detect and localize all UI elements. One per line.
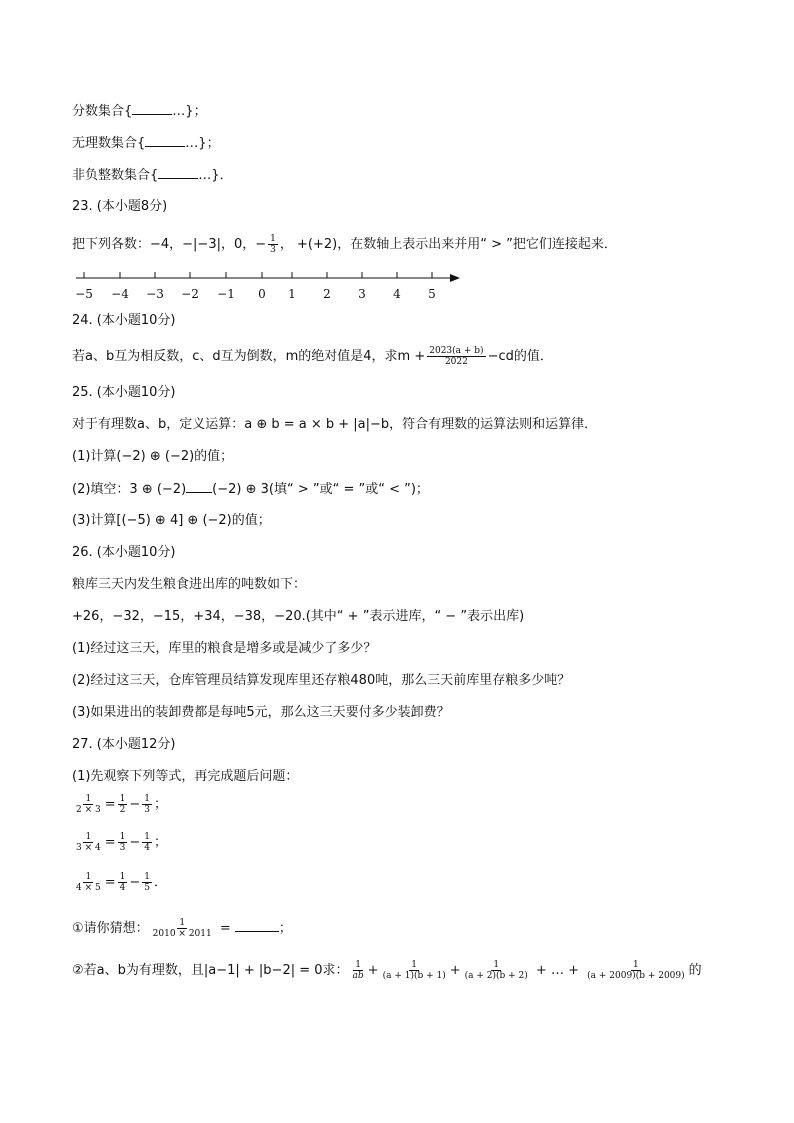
fraction — [142, 794, 152, 815]
q25-part1: (1)计算(−2) ⊕ (−2)的值； — [72, 449, 234, 464]
fraction — [118, 872, 128, 893]
punct: ； — [154, 797, 168, 812]
q26-heading: 26. (本小题10分) — [72, 545, 176, 560]
punct: ； — [206, 136, 220, 151]
q26-intro: 粮库三天内发生粮食进出库的吨数如下： — [72, 577, 307, 592]
numerator: 1 — [493, 960, 500, 970]
q27-question2: ②若a、b为有理数，且|a−1| + |b−2| = 0求： $\frac{1}{ab}$ + $\frac{1}{(a + 1)(b + 1)}$ + $\frac{1}{(a + 2)(b + 2)}$ + … + $\frac{1}{(a + 2009)(b + 2009)}$ 的 — [72, 960, 702, 981]
axis-tick-label: −5 — [75, 287, 93, 301]
q23-text: ， +(+2)，在数轴上表示出来并用“ > ”把它们连接起来． — [279, 237, 617, 252]
axis-tick-label: 1 — [288, 287, 296, 301]
fraction — [74, 832, 103, 853]
q27-text: 的 — [688, 963, 702, 978]
numerator: 1 — [119, 872, 126, 882]
q27-text: ②若a、b为有理数，且|a−1| + |b−2| = 0求： — [72, 963, 349, 978]
q27-text: ①请你猜想： — [72, 921, 149, 936]
axis-tick-label: −3 — [146, 287, 164, 301]
q26-part3: (3)如果进出的装卸费都是每吨5元，那么这三天要付多少装卸费？ — [72, 705, 450, 720]
denominator: (a + 1)(b + 1) — [382, 971, 446, 981]
punct: ； — [154, 835, 168, 850]
axis-tick-label: 4 — [393, 287, 401, 301]
q23-text: 把下列各数：−4，−|−3|，0，− — [72, 237, 267, 252]
denominator: 4 — [144, 843, 150, 853]
answer-blank[interactable] — [145, 134, 185, 147]
numerator: 1 — [119, 794, 126, 804]
fraction — [381, 960, 448, 981]
numerator: 1 — [144, 794, 150, 804]
numerator: 1 — [119, 832, 126, 842]
q25-text: (−2) ⊕ 3(填“ > ”或“ = ”或“ < ”)； — [212, 482, 429, 497]
denominator: 3 — [119, 843, 126, 853]
axis-tick-label: 5 — [428, 287, 436, 301]
punct: ； — [193, 104, 207, 119]
fraction — [463, 960, 530, 981]
denominator: 3 — [144, 805, 150, 815]
q25-part2 — [72, 480, 429, 499]
q25-text: (2)填空：3 ⊕ (−2) — [72, 482, 187, 497]
answer-blank[interactable] — [235, 919, 279, 932]
numerator: 1 — [144, 872, 150, 882]
fraction — [351, 960, 366, 981]
q23-heading: 23. (本小题8分) — [72, 199, 168, 214]
q26-part2: (2)经过这三天，仓库管理员结算发现库里还存粮480吨，那么三天前库里存粮多少吨？ — [72, 673, 571, 688]
punct: ． — [219, 168, 233, 183]
numerator: 1 — [411, 960, 418, 970]
numerator: 2023(a + b) — [429, 346, 484, 356]
denominator: 2 × 3 — [76, 805, 101, 815]
fraction — [268, 234, 278, 255]
numerator: 1 — [270, 234, 276, 244]
denominator: 2022 — [444, 357, 468, 367]
numerator: 1 — [144, 832, 150, 842]
denominator: 2010 × 2011 — [152, 929, 212, 939]
numerator: 1 — [179, 918, 186, 928]
axis-tick-label: −2 — [181, 287, 199, 301]
axis-tick-label: 2 — [323, 287, 331, 301]
ellipsis: + … + — [531, 963, 584, 978]
q26-part1: (1)经过这三天，库里的粮食是增多或是减少了多少？ — [72, 641, 377, 656]
fraction — [142, 872, 152, 893]
nonneg-int-set-line — [72, 166, 233, 185]
denominator: 3 — [270, 245, 276, 255]
denominator: 4 — [119, 883, 126, 893]
denominator: 2 — [119, 805, 126, 815]
fraction — [585, 960, 687, 981]
q27-heading: 27. (本小题12分) — [72, 737, 176, 752]
q27-eq-1: $\frac{1}{2 \times 3}$ = $\frac{1}{2}$ − $\frac{1}{3}$ ； — [76, 794, 168, 815]
q24-prompt — [72, 346, 553, 367]
axis-tick-label: 0 — [258, 287, 266, 301]
set-close: …} — [198, 168, 220, 183]
punct: ． — [154, 875, 168, 890]
equals: = — [215, 921, 235, 936]
axis-tick-label: −4 — [111, 287, 129, 301]
q24-heading: 24. (本小题10分) — [72, 313, 176, 328]
fraction — [142, 832, 152, 853]
fraction — [74, 872, 103, 893]
number-line-svg — [70, 266, 470, 306]
fraction — [118, 832, 128, 853]
irrational-set-line — [72, 134, 220, 153]
irrational-set-label: 无理数集合{ — [72, 136, 146, 151]
axis-tick-label: 3 — [358, 287, 366, 301]
fraction-set-line — [72, 102, 207, 121]
denominator: 3 × 4 — [76, 843, 101, 853]
denominator: 5 — [144, 883, 150, 893]
numerator: 1 — [85, 794, 92, 804]
denominator: 4 × 5 — [76, 883, 101, 893]
answer-blank[interactable] — [158, 166, 198, 179]
q27-part1: (1)先观察下列等式，再完成题后问题： — [72, 769, 299, 784]
arrow-icon — [450, 274, 460, 282]
fraction — [74, 794, 103, 815]
q24-text: −cd的值． — [487, 349, 553, 364]
q24-text: 若a、b互为相反数，c、d互为倒数，m的绝对值是4，求m + — [72, 349, 426, 364]
q25-intro: 对于有理数a、b，定义运算：a ⊕ b = a × b + |a|−b，符合有理数的运算法则和运算律． — [72, 417, 598, 432]
fraction — [151, 918, 214, 939]
nonneg-int-set-label: 非负整数集合{ — [72, 168, 159, 183]
numerator: 1 — [633, 960, 639, 970]
set-close: …} — [172, 104, 194, 119]
fraction — [427, 346, 485, 367]
answer-blank[interactable] — [186, 480, 212, 493]
q25-heading: 25. (本小题10分) — [72, 385, 176, 400]
numerator: 1 — [85, 832, 92, 842]
number-line — [70, 266, 470, 310]
denominator: ab — [352, 971, 364, 981]
fraction-set-label: 分数集合{ — [72, 104, 133, 119]
set-close: …} — [185, 136, 207, 151]
q27-eq-2: $\frac{1}{3 \times 4}$ = $\frac{1}{3}$ − $\frac{1}{4}$ ； — [76, 832, 168, 853]
punct: ； — [278, 921, 292, 936]
denominator: (a + 2009)(b + 2009) — [587, 971, 685, 981]
q26-data: +26，−32，−15，+34，−38，−20.(其中“ + ”表示进库，“ − ”表示出库) — [72, 609, 525, 624]
answer-blank[interactable] — [132, 102, 172, 115]
fraction — [118, 794, 128, 815]
numerator: 1 — [355, 960, 361, 970]
q25-part3: (3)计算[(−5) ⊕ 4] ⊕ (−2)的值； — [72, 513, 271, 528]
numerator: 1 — [85, 872, 92, 882]
q23-prompt — [72, 234, 617, 255]
axis-tick-label: −1 — [217, 287, 235, 301]
q27-eq-3: $\frac{1}{4 \times 5}$ = $\frac{1}{4}$ − $\frac{1}{5}$ ． — [76, 872, 168, 893]
denominator: (a + 2)(b + 2) — [464, 971, 528, 981]
q27-guess — [72, 918, 292, 939]
